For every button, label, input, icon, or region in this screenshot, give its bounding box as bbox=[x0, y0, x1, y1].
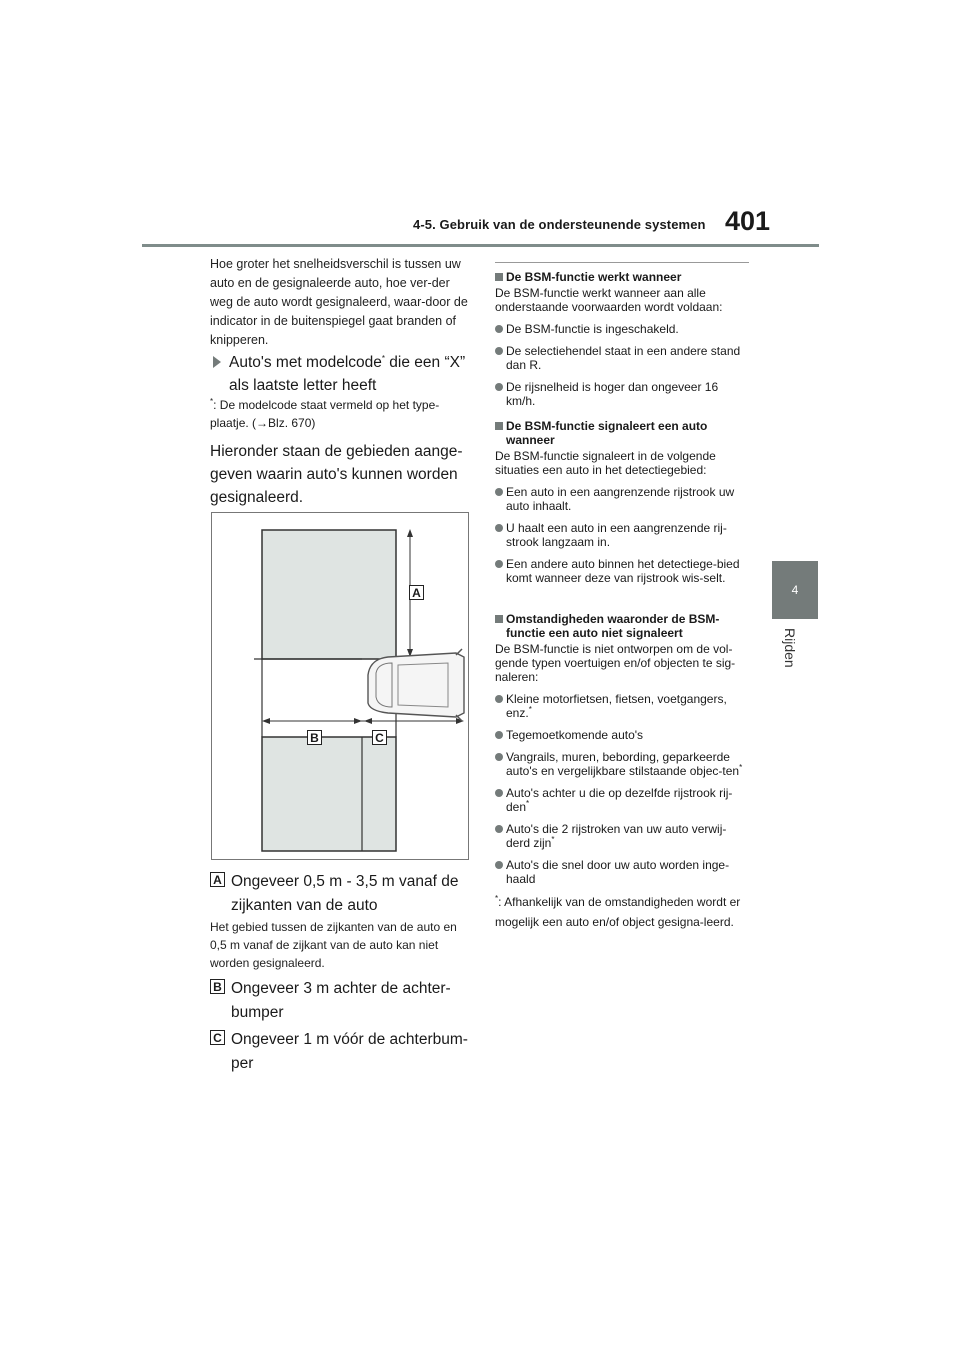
list-item: De selectiehendel staat in een andere stand dan R. bbox=[495, 344, 749, 372]
legend-label-c: C bbox=[210, 1030, 225, 1045]
zone-side-area bbox=[262, 530, 396, 659]
list-item: Een auto in een aangrenzende rijstrook uw auto inhaalt. bbox=[495, 485, 749, 513]
detection-area-drawing bbox=[212, 513, 468, 859]
dimension-arrow-b-left bbox=[262, 718, 270, 724]
list-item bbox=[495, 858, 749, 886]
item-star: * bbox=[551, 835, 555, 844]
header-rule bbox=[142, 244, 819, 247]
legend-item-b bbox=[210, 977, 475, 1025]
item-star: * bbox=[528, 705, 532, 714]
model-heading-pre: Auto's met modelcode bbox=[229, 354, 382, 371]
right-footnote bbox=[495, 892, 749, 932]
section-bsm-signals bbox=[495, 419, 749, 585]
legend-label-a: A bbox=[210, 872, 225, 887]
footnote-text: : De modelcode staat vermeld op het type-plaatje. (→Blz. 670) bbox=[210, 398, 440, 430]
car-outline bbox=[368, 653, 464, 717]
model-heading-post: die een “X” als laatste letter heeft bbox=[229, 354, 466, 394]
section-title: 4-5. Gebruik van de ondersteunende systemen bbox=[413, 217, 706, 232]
list-item-text: Auto's achter u die op dezelfde rijstrook rij-den bbox=[506, 786, 733, 814]
list-item-text: Auto's die snel door uw auto worden inge-haald bbox=[506, 858, 730, 886]
page-number: 401 bbox=[725, 206, 771, 236]
heading-bsm-not-signals: Omstandigheden waaronder de BSM-functie een auto niet signaleert bbox=[495, 612, 749, 640]
arrow-icon bbox=[213, 356, 221, 368]
zone-rear-area bbox=[262, 737, 396, 851]
list-item-text: Kleine motorfietsen, fietsen, voetgangers, enz. bbox=[506, 692, 727, 720]
legend-label-b: B bbox=[210, 979, 225, 994]
legend-item-c bbox=[210, 1028, 475, 1076]
legend-text-c: Ongeveer 1 m vóór de achterbum-per bbox=[231, 1031, 468, 1072]
detection-area-diagram bbox=[211, 512, 469, 860]
section-bsm-not-signals bbox=[495, 612, 749, 932]
chapter-label: Rijden bbox=[782, 628, 798, 668]
legend-item-a bbox=[210, 870, 475, 918]
list-item bbox=[495, 692, 749, 720]
item-star: * bbox=[739, 763, 743, 772]
list-item: Een andere auto binnen het detectiege-bied komt wanneer deze van rijstrook wis-selt. bbox=[495, 557, 749, 585]
text-bsm-signals: De BSM-functie signaleert in de volgende situaties een auto in het detectiegebied: bbox=[495, 449, 716, 477]
list-item-text: Tegemoetkomende auto's bbox=[506, 728, 644, 742]
chapter-number: 4 bbox=[791, 583, 799, 597]
dimension-arrow-b-right bbox=[354, 718, 362, 724]
list-item-text: Vangrails, muren, bebording, geparkeerde auto's en vergelijkbare stilstaande objec-ten bbox=[506, 750, 740, 778]
diagram-label-b: B bbox=[307, 730, 322, 745]
right-column-rule bbox=[495, 262, 749, 263]
legend-text-a: Ongeveer 0,5 m - 3,5 m vanaf de zijkanten van de auto bbox=[231, 873, 459, 914]
list-item bbox=[495, 786, 749, 814]
model-footnote bbox=[210, 396, 475, 432]
chapter-tab[interactable] bbox=[772, 561, 818, 619]
right-footnote-text: : Afhankelijk van de omstandigheden wordt er mogelijk een auto en/of object gesigna-leerd. bbox=[495, 895, 741, 929]
list-item: De BSM-functie is ingeschakeld. bbox=[495, 322, 749, 336]
list-item: De rijsnelheid is hoger dan ongeveer 16 km/h. bbox=[495, 380, 749, 408]
dimension-arrow-a-top bbox=[407, 529, 413, 537]
legend-note-a: Het gebied tussen de zijkanten van de auto en 0,5 m vanaf de zijkant van de auto kan niet worden gesignaleerd. bbox=[210, 920, 457, 970]
heading-bsm-signals: De BSM-functie signaleert een auto wanneer bbox=[495, 419, 749, 447]
list-item bbox=[495, 750, 749, 778]
list-item: U haalt een auto in een aangrenzende rij-strook langzaam in. bbox=[495, 521, 749, 549]
list-item bbox=[495, 822, 749, 850]
lead-paragraph: Hieronder staan de gebieden aange-geven waarin auto's kunnen worden gesignaleerd. bbox=[210, 443, 463, 506]
dimension-arrow-c-left bbox=[364, 718, 372, 724]
list-item bbox=[495, 728, 749, 742]
diagram-label-a: A bbox=[409, 585, 424, 600]
diagram-label-c: C bbox=[372, 730, 387, 745]
right-footnote-star: * bbox=[495, 894, 499, 903]
footnote-star: * bbox=[210, 397, 214, 406]
item-star: * bbox=[526, 799, 530, 808]
heading-star: * bbox=[381, 353, 385, 363]
section-bsm-works bbox=[495, 270, 749, 408]
intro-paragraph: Hoe groter het snelheidsverschil is tussen uw auto en de gesignaleerde auto, hoe ver-der weg de auto wordt gesignaleerd, waar-door de indicator in de buitenspiegel gaat branden of knipperen. bbox=[210, 257, 468, 347]
model-heading bbox=[213, 351, 473, 397]
heading-bsm-works: De BSM-functie werkt wanneer bbox=[495, 270, 749, 284]
list-item-text: Auto's die 2 rijstroken van uw auto verwij-derd zijn bbox=[506, 822, 727, 850]
text-bsm-works: De BSM-functie werkt wanneer aan alle onderstaande voorwaarden wordt voldaan: bbox=[495, 286, 723, 314]
legend-text-b: Ongeveer 3 m achter de achter-bumper bbox=[231, 980, 451, 1021]
text-bsm-not-signals: De BSM-functie is niet ontworpen om de vol-gende typen voertuigen en/of objecten te sig-naleren: bbox=[495, 642, 736, 684]
